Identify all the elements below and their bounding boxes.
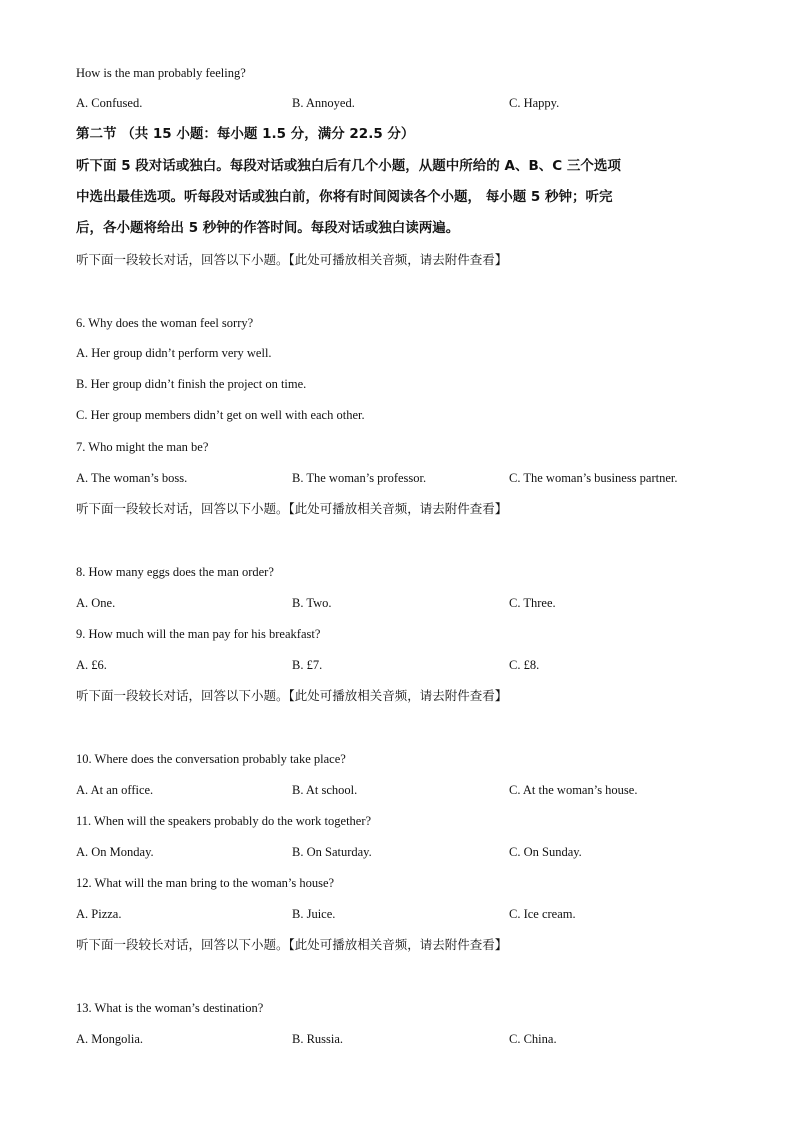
q11-option-b: B. On Saturday. (292, 845, 372, 859)
section-heading: 第二节 （共 15 小题：每小题 1.5 分，满分 22.5 分） (76, 126, 415, 142)
q9-option-b: B. £7. (292, 658, 323, 672)
q11-option-c: C. On Sunday. (509, 845, 582, 859)
q7-option-c: C. The woman’s business partner. (509, 471, 678, 485)
section-instruction-line-1: 听下面 5 段对话或独白。每段对话或独白后有几个小题，从题中所给的 A、B、C 三个选项 (76, 158, 621, 174)
q8-options (76, 595, 756, 611)
q7-options (76, 470, 756, 486)
q13-option-a: A. Mongolia. (76, 1032, 144, 1046)
q12-options (76, 906, 756, 922)
q13-options (76, 1031, 756, 1047)
option-c: C. Happy. (509, 96, 560, 110)
q11-options (76, 844, 756, 860)
q11-option-a: A. On Monday. (76, 845, 154, 859)
question-prev: How is the man probably feeling? (76, 66, 246, 80)
listen-prompt-1: 听下面一段较长对话，回答以下小题。【此处可播放相关音频，请去附件查看】 (76, 252, 508, 267)
q10-option-b: B. At school. (292, 783, 358, 797)
question-7: 7. Who might the man be? (76, 440, 209, 454)
q7-option-b: B. The woman’s professor. (292, 471, 427, 485)
listen-prompt-4: 听下面一段较长对话，回答以下小题。【此处可播放相关音频，请去附件查看】 (76, 937, 508, 952)
q6-option-b: B. Her group didn’t finish the project on time. (76, 377, 307, 391)
q8-option-c: C. Three. (509, 596, 556, 610)
listen-prompt-3: 听下面一段较长对话，回答以下小题。【此处可播放相关音频，请去附件查看】 (76, 688, 508, 703)
q13-option-c: C. China. (509, 1032, 557, 1046)
options-prev (76, 95, 756, 111)
q10-option-a: A. At an office. (76, 783, 154, 797)
section-instruction-line-2: 中选出最佳选项。听每段对话或独白前，你将有时间阅读各个小题， 每小题 5 秒钟；听完 (76, 189, 613, 205)
question-9: 9. How much will the man pay for his breakfast? (76, 627, 321, 641)
q13-option-b: B. Russia. (292, 1032, 344, 1046)
q7-option-a: A. The woman’s boss. (76, 471, 188, 485)
section-instruction-line-3: 后，各小题将给出 5 秒钟的作答时间。每段对话或独白读两遍。 (76, 220, 460, 236)
question-10: 10. Where does the conversation probably take place? (76, 752, 346, 766)
listen-prompt-2: 听下面一段较长对话，回答以下小题。【此处可播放相关音频，请去附件查看】 (76, 501, 508, 516)
option-b: B. Annoyed. (292, 96, 355, 110)
q10-options (76, 782, 756, 798)
q10-option-c: C. At the woman’s house. (509, 783, 638, 797)
q12-option-c: C. Ice cream. (509, 907, 576, 921)
q6-option-c: C. Her group members didn’t get on well with each other. (76, 408, 365, 422)
q6-option-a: A. Her group didn’t perform very well. (76, 346, 272, 360)
question-11: 11. When will the speakers probably do the work together? (76, 814, 372, 828)
q8-option-b: B. Two. (292, 596, 332, 610)
q9-option-a: A. £6. (76, 658, 107, 672)
question-6: 6. Why does the woman feel sorry? (76, 316, 254, 330)
question-12: 12. What will the man bring to the woman’s house? (76, 876, 335, 890)
q9-option-c: C. £8. (509, 658, 540, 672)
option-a: A. Confused. (76, 96, 143, 110)
q12-option-a: A. Pizza. (76, 907, 122, 921)
q9-options (76, 657, 756, 673)
question-8: 8. How many eggs does the man order? (76, 565, 274, 579)
question-13: 13. What is the woman’s destination? (76, 1001, 264, 1015)
q12-option-b: B. Juice. (292, 907, 336, 921)
q8-option-a: A. One. (76, 596, 116, 610)
